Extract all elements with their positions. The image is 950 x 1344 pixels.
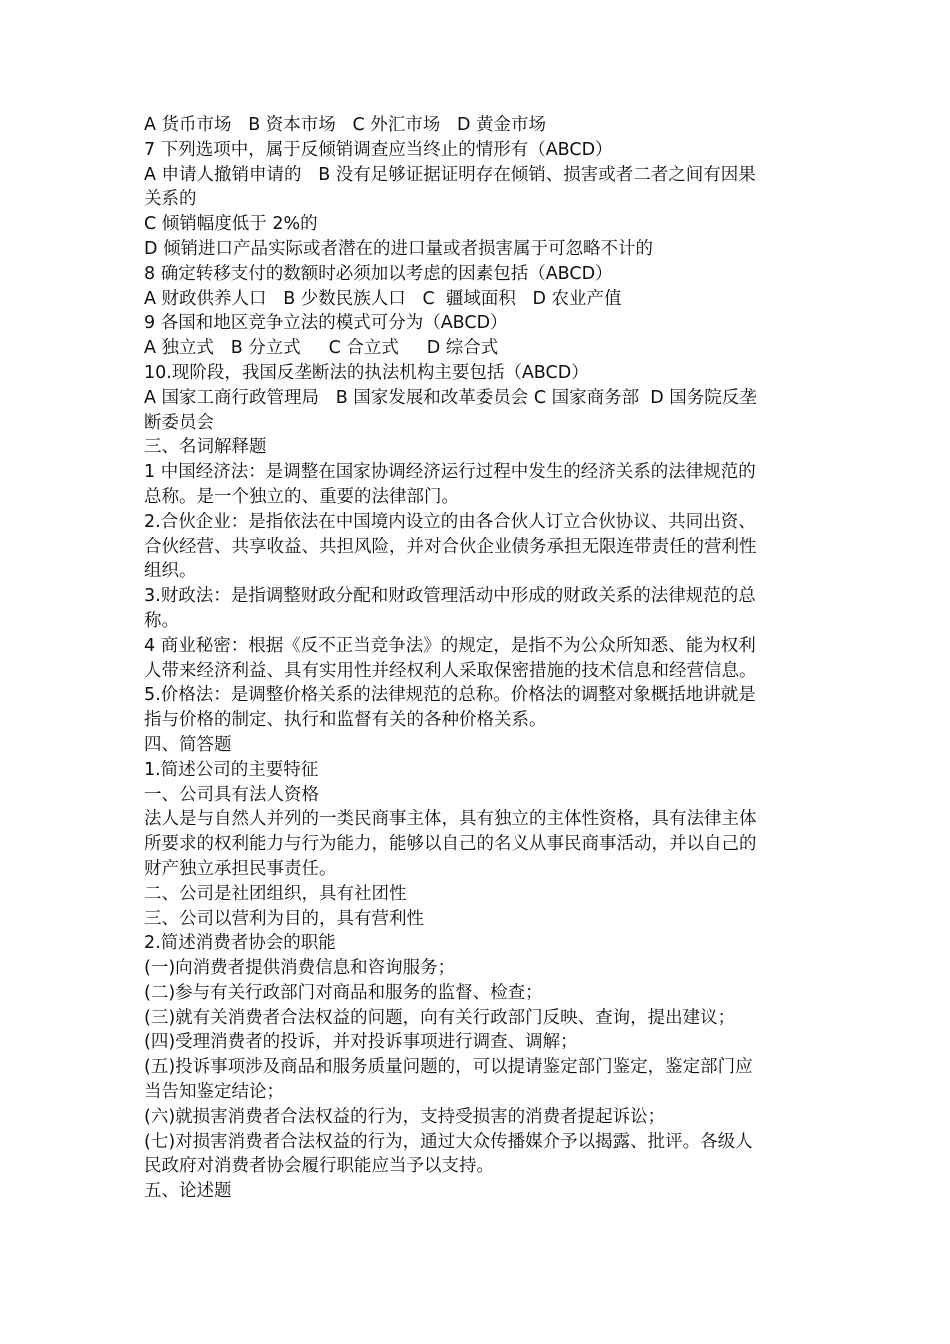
question-8: 8 确定转移支付的数额时必须加以考虑的因素包括（ABCD） (144, 263, 613, 284)
text-line: (一)向消费者提供消费信息和咨询服务； (144, 958, 456, 979)
text-line: 法人是与自然人并列的一类民商事主体，具有独立的主体性资格，具有法律主体 (144, 809, 757, 830)
text-line: 组织。 (144, 561, 197, 582)
question-7: 7 下列选项中，属于反倾销调查应当终止的情形有（ABCD） (144, 139, 613, 160)
text-line: 5.价格法：是调整价格关系的法律规范的总称。价格法的调整对象概括地讲就是 (144, 685, 756, 706)
text-line: 财产独立承担民事责任。 (144, 858, 337, 879)
text-line: 1.简述公司的主要特征 (144, 759, 319, 780)
text-line: (二)参与有关行政部门对商品和服务的监督、检查； (144, 982, 543, 1003)
text-line: 2.合伙企业：是指依法在中国境内设立的由各合伙人订立合伙协议、共同出资、 (144, 511, 756, 532)
section-heading: 三、名词解释题 (144, 437, 267, 458)
text-line: (四)受理消费者的投诉，并对投诉事项进行调查、调解； (144, 1032, 578, 1053)
text-line: A 财政供养人口 B 少数民族人口 C 疆域面积 D 农业产值 (144, 288, 622, 309)
text-line: 称。 (144, 610, 179, 631)
section-heading: 四、简答题 (144, 734, 232, 755)
text-line: 1 中国经济法：是调整在国家协调经济运行过程中发生的经济关系的法律规范的 (144, 462, 756, 483)
text-line: 人带来经济利益、具有实用性并经权利人采取保密措施的技术信息和经营信息。 (144, 660, 757, 681)
question-9: 9 各国和地区竞争立法的模式可分为（ABCD） (144, 313, 508, 334)
text-line: 指与价格的制定、执行和监督有关的各种价格关系。 (144, 710, 547, 731)
text-line: 二、公司是社团组织，具有社团性 (144, 883, 407, 904)
text-line: A 国家工商行政管理局 B 国家发展和改革委员会 C 国家商务部 D 国务院反垄 (144, 387, 757, 408)
text-line: 三、公司以营利为目的，具有营利性 (144, 908, 424, 929)
text-line: A 独立式 B 分立式 C 合立式 D 综合式 (144, 338, 499, 359)
text-line: A 货币市场 B 资本市场 C 外汇市场 D 黄金市场 (144, 115, 546, 135)
text-line: 4 商业秘密：根据《反不正当竞争法》的规定，是指不为公众所知悉、能为权利 (144, 635, 756, 656)
document-page (144, 113, 816, 1204)
text-line: A 申请人撤销申请的 B 没有足够证据证明存在倾销、损害或者二者之间有因果 (144, 164, 756, 185)
text-line: 关系的 (144, 189, 197, 210)
question-10: 10.现阶段，我国反垄断法的执法机构主要包括（ABCD） (144, 362, 589, 383)
text-line: 民政府对消费者协会履行职能应当予以支持。 (144, 1156, 494, 1177)
text-line: (三)就有关消费者合法权益的问题，向有关行政部门反映、查询，提出建议； (144, 1007, 736, 1028)
section-heading: 五、论述题 (144, 1181, 232, 1202)
text-line: 一、公司具有法人资格 (144, 784, 319, 805)
text-line: 当告知鉴定结论； (144, 1082, 284, 1103)
text-line: D 倾销进口产品实际或者潜在的进口量或者损害属于可忽略不计的 (144, 238, 654, 259)
text-line: 3.财政法：是指调整财政分配和财政管理活动中形成的财政关系的法律规范的总 (144, 586, 756, 607)
text-line: 断委员会 (144, 412, 214, 433)
text-line: 合伙经营、共享收益、共担风险，并对合伙企业债务承担无限连带责任的营利性 (144, 536, 757, 557)
text-line: C 倾销幅度低于 2%的 (144, 214, 318, 235)
text-line: (五)投诉事项涉及商品和服务质量问题的，可以提请鉴定部门鉴定，鉴定部门应 (144, 1057, 753, 1078)
text-line: (七)对损害消费者合法权益的行为，通过大众传播媒介予以揭露、批评。各级人 (144, 1131, 753, 1152)
text-line: (六)就损害消费者合法权益的行为，支持受损害的消费者提起诉讼； (144, 1106, 666, 1127)
text-line: 总称。是一个独立的、重要的法律部门。 (144, 486, 459, 507)
text-line: 所要求的权利能力与行为能力，能够以自己的名义从事民商事活动，并以自己的 (144, 834, 757, 855)
text-line: 2.简述消费者协会的职能 (144, 933, 336, 954)
